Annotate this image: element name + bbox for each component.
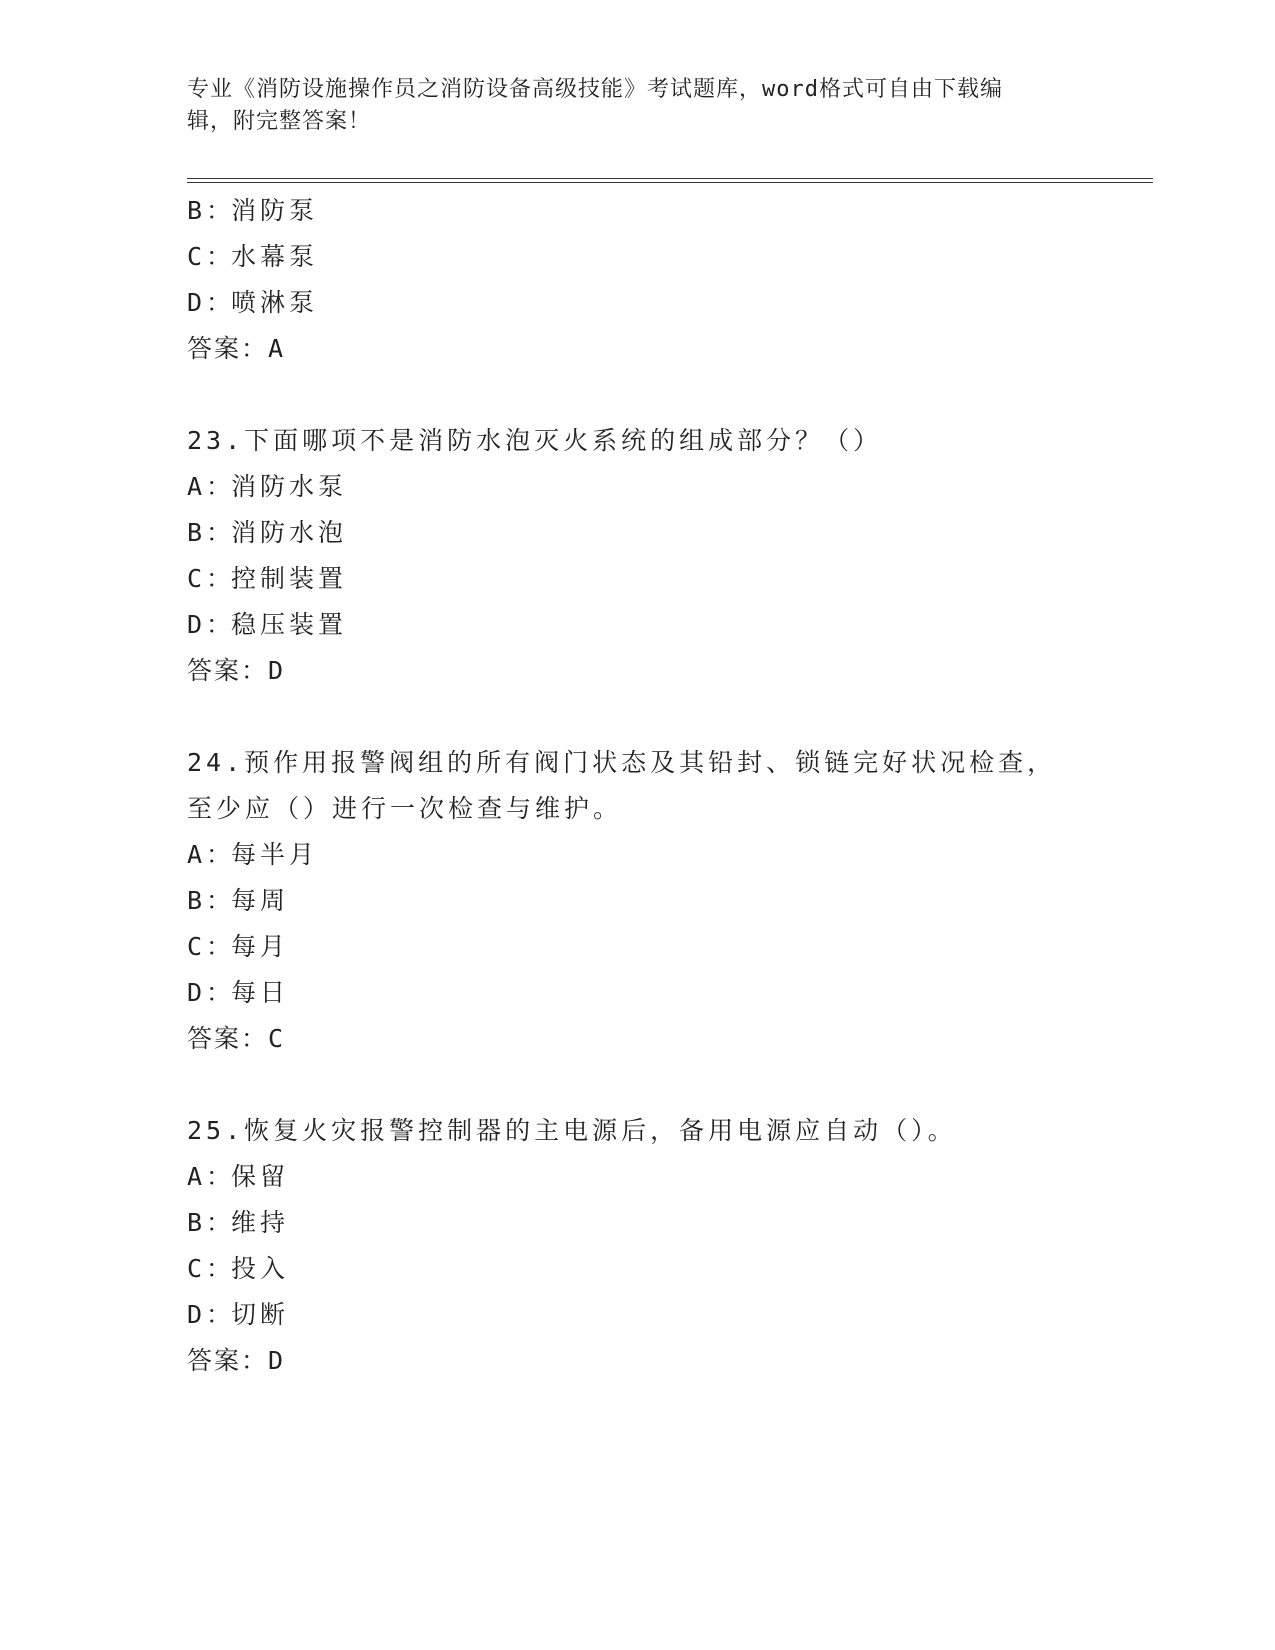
- option-key: C：: [187, 1254, 236, 1283]
- option-a: [187, 1154, 1087, 1200]
- option-c: [187, 556, 1087, 602]
- option-key: D：: [187, 610, 236, 639]
- option-text: 切断: [231, 1300, 290, 1329]
- answer-label: 答案：: [187, 656, 269, 685]
- question-23: [187, 418, 1087, 694]
- option-text: 稳压装置: [231, 610, 348, 639]
- question-list: [187, 188, 1087, 1384]
- document-header: [187, 74, 1067, 138]
- option-key: B：: [187, 196, 236, 225]
- option-b: [187, 1200, 1087, 1246]
- option-b: [187, 878, 1087, 924]
- option-text: 维持: [231, 1208, 290, 1237]
- header-divider: [187, 178, 1153, 183]
- option-d: [187, 602, 1087, 648]
- option-key: C：: [187, 564, 236, 593]
- option-text: 每半月: [231, 840, 319, 869]
- option-text: 每日: [231, 978, 290, 1007]
- question-spacer: [187, 694, 1087, 740]
- option-key: B：: [187, 886, 236, 915]
- option-d: [187, 280, 1087, 326]
- option-b: [187, 188, 1087, 234]
- option-b: [187, 510, 1087, 556]
- option-key: D：: [187, 978, 236, 1007]
- answer-label: 答案：: [187, 1346, 269, 1375]
- option-key: A：: [187, 840, 236, 869]
- option-text: 消防水泡: [231, 518, 348, 547]
- header-line-1: 专业《消防设施操作员之消防设备高级技能》考试题库，word格式可自由下载编: [187, 77, 1003, 102]
- answer-value: C: [268, 1024, 286, 1053]
- option-key: C：: [187, 242, 236, 271]
- option-a: [187, 464, 1087, 510]
- option-key: D：: [187, 288, 236, 317]
- header-line-2: 辑，附完整答案！: [187, 109, 372, 134]
- option-text: 投入: [231, 1254, 290, 1283]
- answer-label: 答案：: [187, 1024, 269, 1053]
- option-key: A：: [187, 1162, 236, 1191]
- question-stem: 23.下面哪项不是消防水泡灭火系统的组成部分？（）: [187, 426, 883, 455]
- question-22-tail: [187, 188, 1087, 372]
- option-text: 消防水泵: [231, 472, 348, 501]
- question-spacer: [187, 372, 1087, 418]
- option-text: 喷淋泵: [231, 288, 319, 317]
- answer-label: 答案：: [187, 334, 269, 363]
- option-c: [187, 1246, 1087, 1292]
- answer-line: [187, 1016, 1087, 1062]
- option-key: B：: [187, 518, 236, 547]
- option-text: 消防泵: [231, 196, 319, 225]
- option-key: A：: [187, 472, 236, 501]
- option-key: C：: [187, 932, 236, 961]
- question-spacer: [187, 1062, 1087, 1108]
- option-c: [187, 234, 1087, 280]
- answer-line: [187, 326, 1087, 372]
- answer-line: [187, 648, 1087, 694]
- option-text: 控制装置: [231, 564, 348, 593]
- option-d: [187, 970, 1087, 1016]
- answer-value: D: [268, 656, 286, 685]
- option-text: 水幕泵: [231, 242, 319, 271]
- answer-value: D: [268, 1346, 286, 1375]
- option-a: [187, 832, 1087, 878]
- option-d: [187, 1292, 1087, 1338]
- option-key: B：: [187, 1208, 236, 1237]
- question-stem: 25.恢复火灾报警控制器的主电源后，备用电源应自动（）。: [187, 1116, 957, 1145]
- option-text: 每月: [231, 932, 290, 961]
- option-text: 每周: [231, 886, 290, 915]
- answer-value: A: [268, 334, 286, 363]
- option-key: D：: [187, 1300, 236, 1329]
- question-25: [187, 1108, 1087, 1384]
- answer-line: [187, 1338, 1087, 1384]
- option-c: [187, 924, 1087, 970]
- question-stem: 24.预作用报警阀组的所有阀门状态及其铅封、锁链完好状况检查，至少应（）进行一次检查与维护。: [187, 748, 1057, 823]
- option-text: 保留: [231, 1162, 290, 1191]
- question-24: [187, 740, 1087, 1062]
